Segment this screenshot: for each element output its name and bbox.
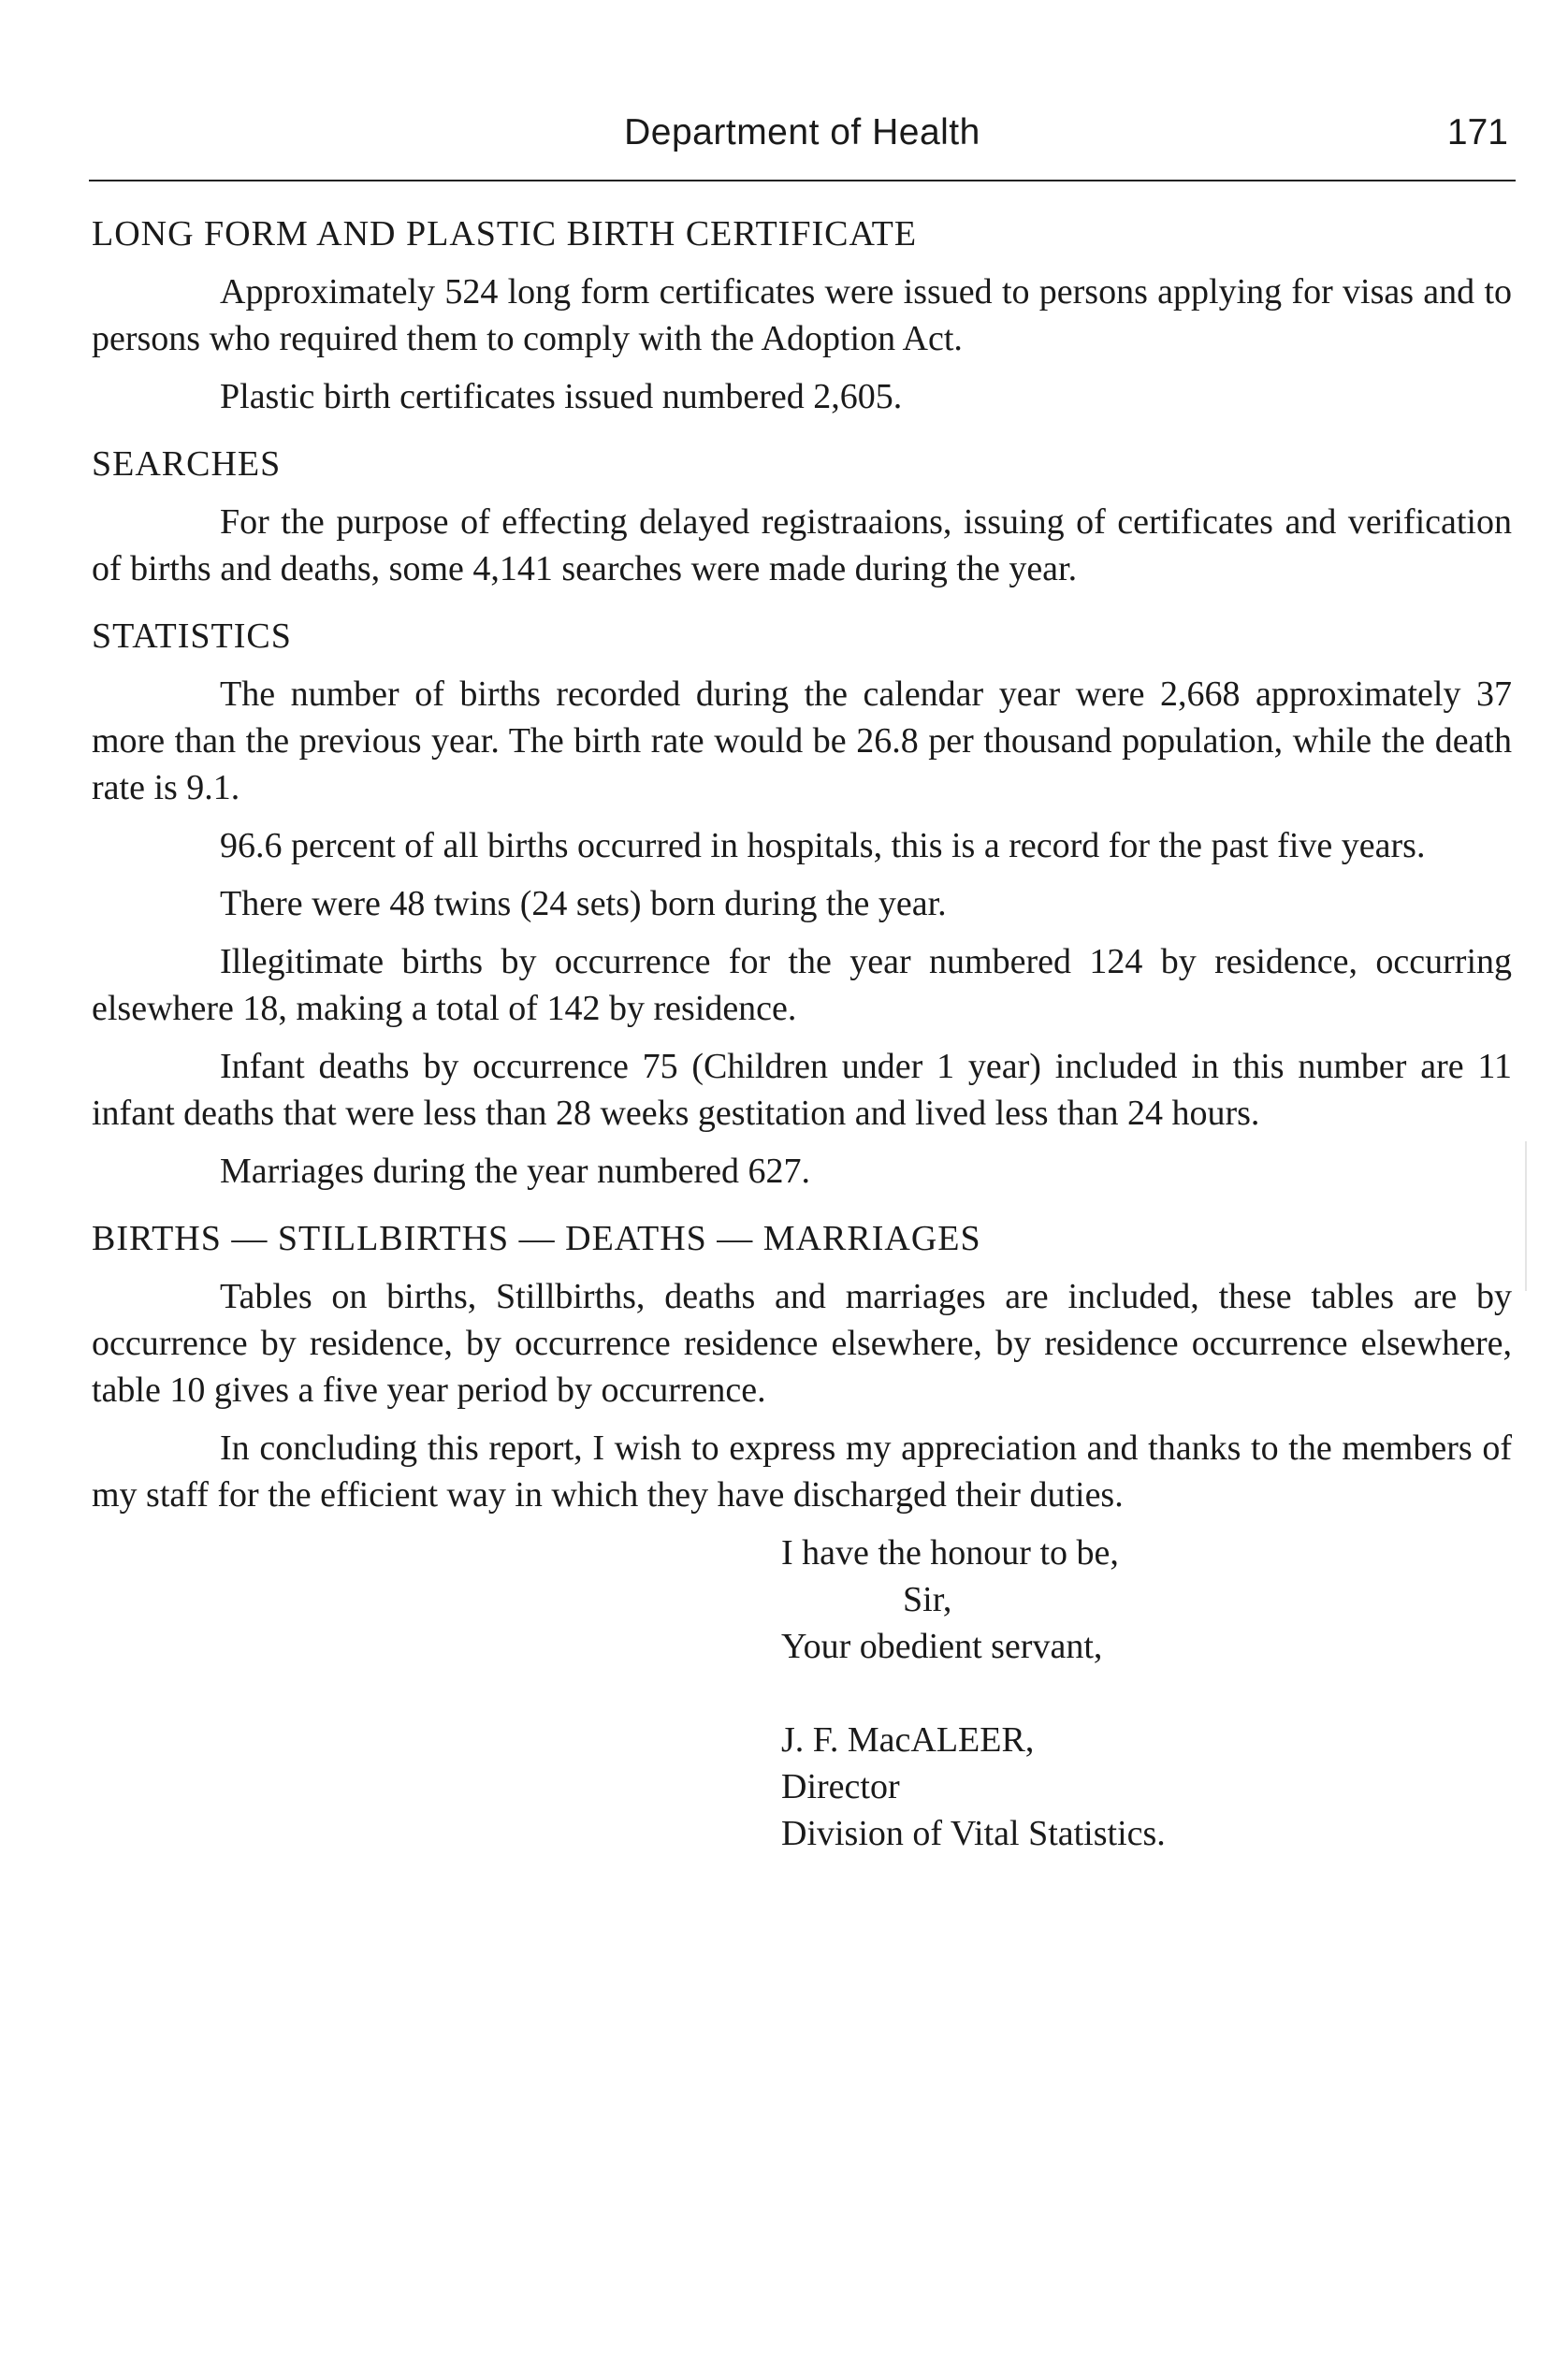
section-statistics <box>92 613 1512 1195</box>
section-heading: BIRTHS — STILLBIRTHS — DEATHS — MARRIAGES <box>92 1219 981 1258</box>
closing-sir: Sir, <box>903 1580 952 1619</box>
paragraph: Marriages during the year numbered 627. <box>220 1152 811 1191</box>
closing-salutation: I have the honour to be, <box>781 1533 1119 1573</box>
body-text <box>92 210 1512 1857</box>
section-heading: SEARCHES <box>92 444 282 484</box>
paragraph: Infant deaths by occurrence 75 (Children under 1 year) included in this number are 11 infant deaths that were less than 28 weeks gestitation and lived less than 24 hours. <box>92 1047 1512 1133</box>
page-number: 171 <box>1446 112 1508 152</box>
signatory-name: J. F. MacALEER, <box>781 1720 1035 1760</box>
closing-block <box>781 1530 1512 1857</box>
paragraph: Approximately 524 long form certificates were issued to persons applying for visas and to persons who required them to comply with the Adoption Act. <box>92 272 1512 358</box>
paragraph: Tables on births, Stillbirths, deaths and marriages are included, these tables are by occurrence by residence, by occurrence residence elsewhere, by residence occurrence elsewhere, table 10 gives a five year period by occurrence. <box>92 1277 1512 1410</box>
section-births-stillbirths-deaths-marriages <box>92 1215 1512 1518</box>
paragraph: In concluding this report, I wish to express my appreciation and thanks to the members of my staff for the efficient way in which they have discharged their duties. <box>92 1428 1512 1515</box>
paragraph: 96.6 percent of all births occurred in hospitals, this is a record for the past five years. <box>220 826 1426 865</box>
signatory-division: Division of Vital Statistics. <box>781 1814 1166 1853</box>
signatory-title: Director <box>781 1767 900 1806</box>
paragraph: There were 48 twins (24 sets) born during the year. <box>220 884 947 923</box>
paragraph: The number of births recorded during the calendar year were 2,668 approximately 37 more than the previous year. The birth rate would be 26.8 per thousand population, while the death rate is 9.1. <box>92 674 1512 807</box>
section-searches <box>92 441 1512 592</box>
paragraph: Illegitimate births by occurrence for the year numbered 124 by residence, occurring elsewhere 18, making a total of 142 by residence. <box>92 942 1512 1028</box>
paragraph: Plastic birth certificates issued numbered 2,605. <box>220 377 903 416</box>
running-title: Department of Health <box>624 112 980 152</box>
section-long-form-certificate <box>92 210 1512 420</box>
section-heading: STATISTICS <box>92 616 292 656</box>
margin-mark <box>1525 1141 1527 1291</box>
closing-servant: Your obedient servant, <box>781 1627 1103 1666</box>
paragraph: For the purpose of effecting delayed registraaions, issuing of certificates and verification of births and deaths, some 4,141 searches were made during the year. <box>92 502 1512 588</box>
closing-spacer <box>781 1670 1512 1717</box>
section-heading: LONG FORM AND PLASTIC BIRTH CERTIFICATE <box>92 214 918 254</box>
running-header <box>89 105 1516 181</box>
